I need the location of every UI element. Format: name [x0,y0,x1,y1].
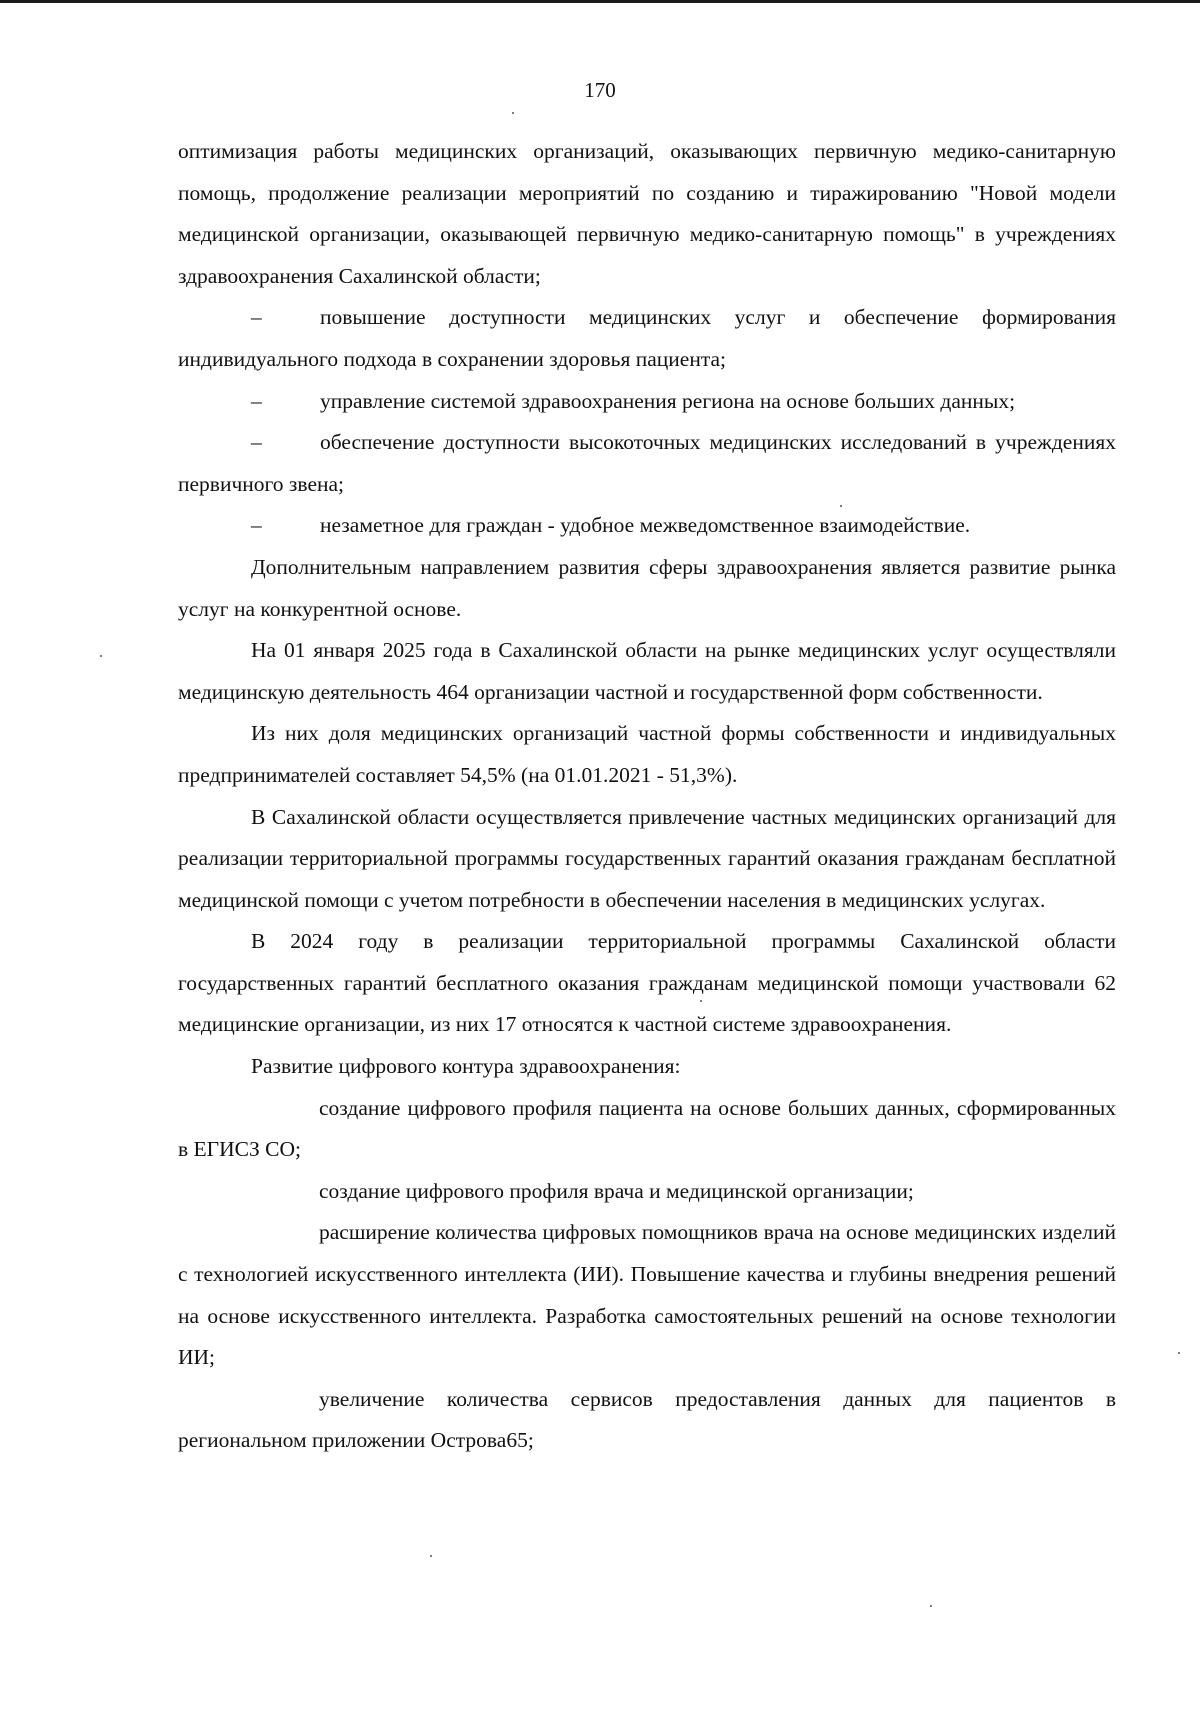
paragraph: Из них доля медицинских организаций частной формы собственности и индивидуальных предпринимателей составляет 54,5% (на 01.01.2021 - 51,3%). [178,721,1116,787]
page-number: 170 [584,78,616,102]
dash-marker: – [251,388,262,413]
dash-list-item [178,422,1116,505]
dash-list-item [178,505,1116,547]
scan-speck [840,505,842,507]
scan-speck [512,112,514,114]
dash-list-item [178,297,1116,380]
dash-item-text: обеспечение доступности высокоточных медицинских исследований в учреждениях первичного звена; [178,430,1116,496]
scan-speck [100,655,102,657]
paragraph: На 01 января 2025 года в Сахалинской области на рынке медицинских услуг осуществляли медицинскую деятельность 464 организации частной и государственной форм собственности. [178,638,1116,704]
dash-list-item [178,381,1116,423]
scan-speck [930,1605,932,1607]
paragraph: Дополнительным направлением развития сферы здравоохранения является развитие рынка услуг на конкурентной основе. [178,554,1116,621]
section-lead: Развитие цифрового контура здравоохранения: [251,1054,681,1079]
digital-item: создание цифрового профиля пациента на основе больших данных, сформированных в ЕГИСЗ СО; [178,1095,1116,1162]
dash-marker: – [251,305,262,330]
digital-item: увеличение количества сервисов предоставления данных для пациентов в региональном приложении Острова65; [178,1386,1116,1453]
dash-item-text: незаметное для граждан - удобное межведомственное взаимодействие. [320,513,971,538]
scan-speck [430,1555,432,1557]
paragraph: В Сахалинской области осуществляется привлечение частных медицинских организаций для реализации территориальной программы государственных гарантий оказания гражданам бесплатной медицинской помощи с учетом потребности в обеспечении населения в медицинских услугах. [178,804,1116,912]
dash-item-text: повышение доступности медицинских услуг и обеспечение формирования индивидуального подхода в сохранении здоровья пациента; [178,305,1116,371]
digital-item: создание цифрового профиля врача и медицинской организации; [319,1178,914,1203]
dash-marker: – [251,513,262,538]
dash-item-text: управление системой здравоохранения региона на основе больших данных; [320,388,1016,413]
paragraph-continuation: оптимизация работы медицинских организаций, оказывающих первичную медико-санитарную помощь, продолжение реализации мероприятий по созданию и тиражированию "Новой модели медицинской организации, оказывающей первичную медико-санитарную помощь" в учреждениях здравоохранения Сахалинской области; [178,139,1116,288]
scan-speck [700,1000,702,1002]
digital-item: расширение количества цифровых помощников врача на основе медицинских изделий с технологией искусственного интеллекта (ИИ). Повышение качества и глубины внедрения решений на основе искусственного интеллекта. Разработка самостоятельных решений на основе технологии ИИ; [178,1220,1116,1370]
body-text [178,131,1116,1462]
dash-marker: – [251,430,262,455]
paragraph: В 2024 году в реализации территориальной программы Сахалинской области государственных гарантий бесплатного оказания гражданам медицинской помощи участвовали 62 медицинские организации, из них 17 относятся к частной системе здравоохранения. [178,929,1116,1037]
scan-speck [1178,1352,1180,1354]
